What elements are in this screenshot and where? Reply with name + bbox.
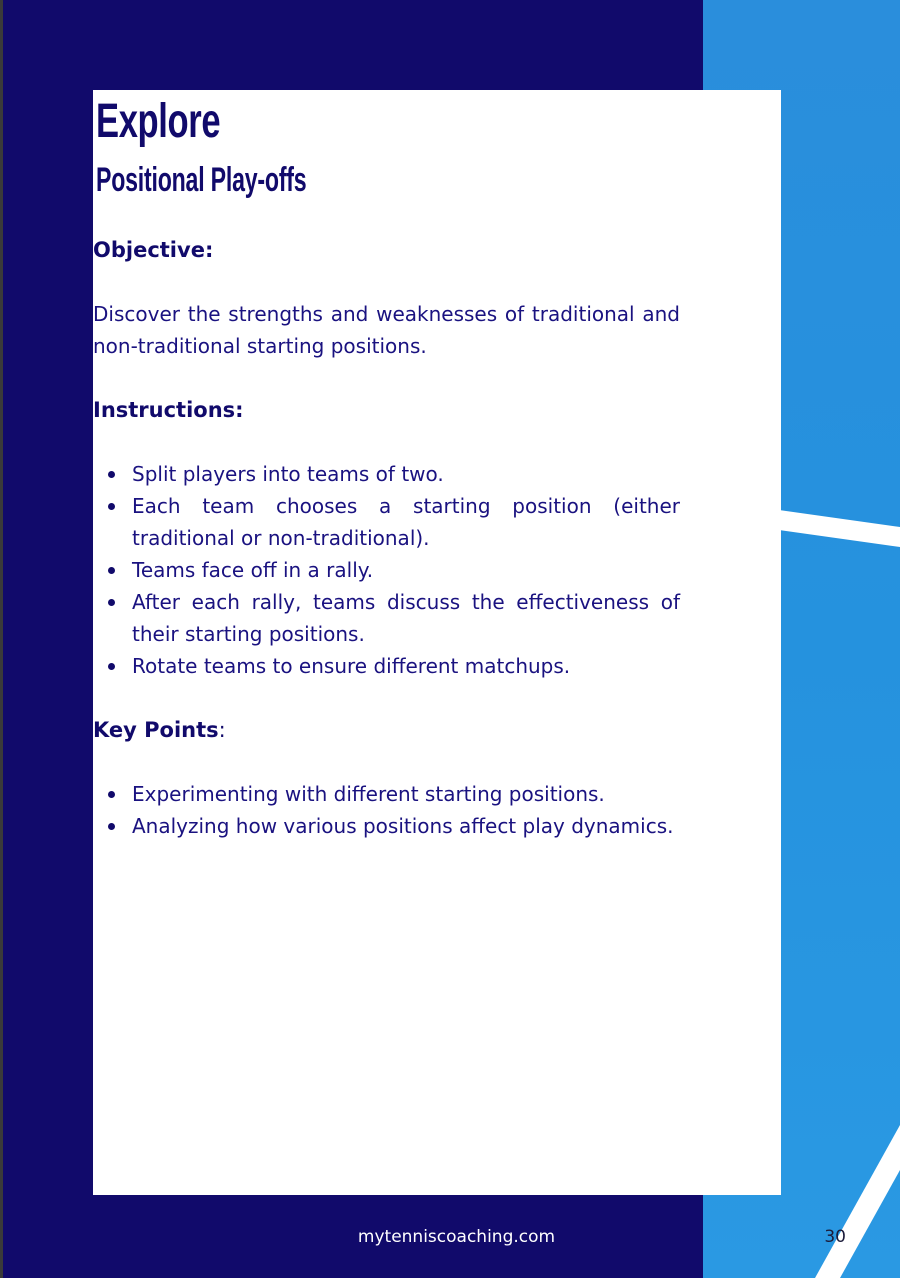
list-item: Experimenting with different starting positions. [132, 778, 680, 810]
page-number: 30 [824, 1227, 846, 1247]
instructions-list [93, 458, 680, 682]
footer-url: mytenniscoaching.com [357, 1227, 556, 1247]
key-points-heading-text: Key Points [93, 718, 219, 742]
list-item: Each team chooses a starting position (either traditional or non-traditional). [132, 490, 680, 554]
list-item: Split players into teams of two. [132, 458, 680, 490]
activity-content [93, 234, 680, 842]
list-item: After each rally, teams discuss the effectiveness of their starting positions. [132, 586, 680, 650]
court-line-diagonal [815, 1125, 900, 1278]
objective-heading: Objective: [93, 238, 214, 262]
objective-text: Discover the strengths and weaknesses of traditional and non-traditional starting positions. [93, 302, 680, 358]
key-points-heading [93, 714, 680, 746]
list-item: Rotate teams to ensure different matchups. [132, 650, 680, 682]
court-line-horizontal [779, 510, 900, 547]
instructions-heading: Instructions: [93, 398, 244, 422]
key-points-colon: : [218, 718, 226, 742]
list-item: Analyzing how various positions affect play dynamics. [132, 810, 680, 842]
page-edge [0, 0, 3, 1278]
page-title: Explore [96, 95, 221, 148]
key-points-list [93, 778, 680, 842]
page-subtitle: Positional Play-offs [96, 161, 307, 199]
list-item: Teams face off in a rally. [132, 554, 680, 586]
